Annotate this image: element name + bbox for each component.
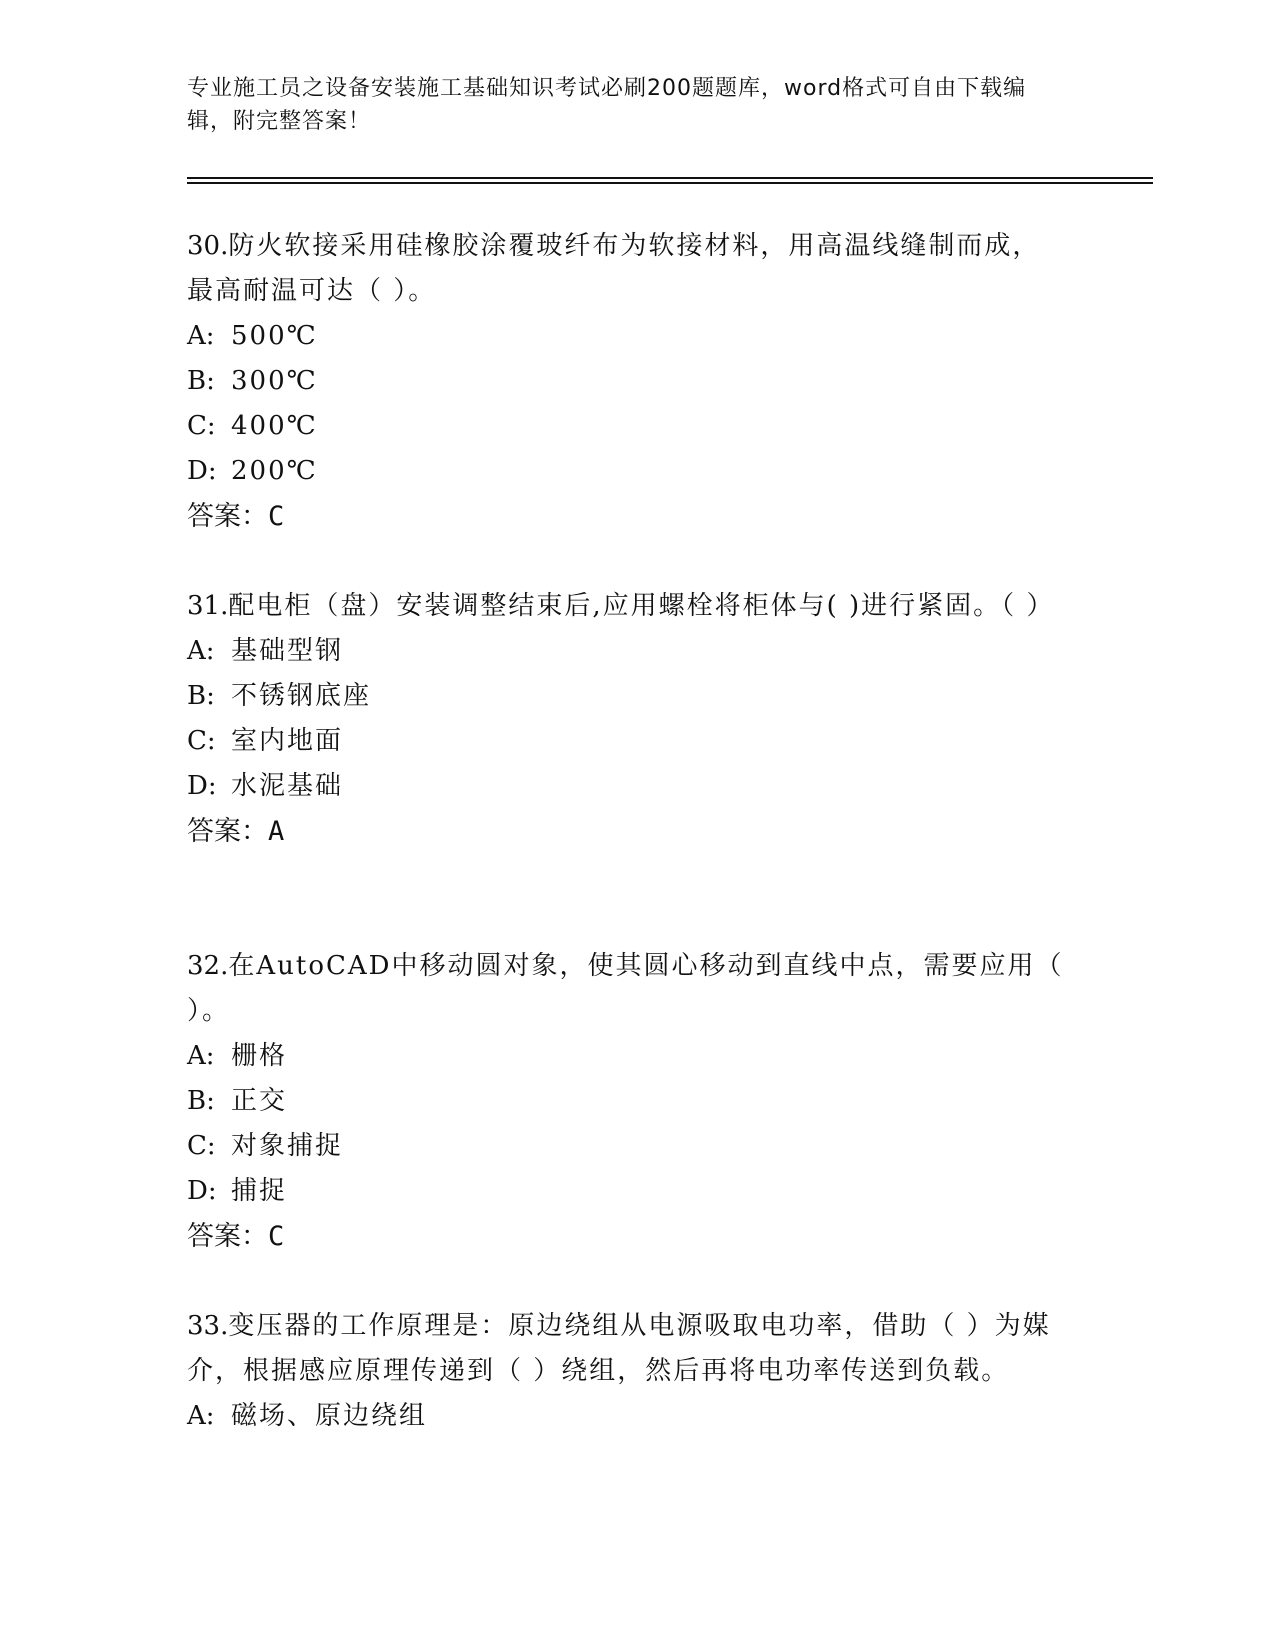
option-b xyxy=(187,674,1067,719)
document-header: 专业施工员之设备安装施工基础知识考试必刷200题题库，word格式可自由下载编辑，附完整答案！ xyxy=(187,76,1027,134)
question-stem xyxy=(187,944,1067,1034)
answer-value: C xyxy=(268,1221,285,1252)
option-a xyxy=(187,1394,1067,1439)
option-b xyxy=(187,359,1067,404)
option-text: 300℃ xyxy=(231,366,318,396)
option-text: 对象捕捉 xyxy=(231,1131,344,1161)
question-number: 32. xyxy=(187,951,229,981)
answer-line xyxy=(187,494,1067,540)
option-key: B: xyxy=(187,1086,215,1116)
option-a xyxy=(187,314,1067,359)
question-stem xyxy=(187,224,1067,314)
option-text: 200℃ xyxy=(231,456,318,486)
option-key: A: xyxy=(187,1401,215,1431)
question-stem xyxy=(187,584,1067,629)
option-key: C: xyxy=(187,411,216,441)
option-text: 水泥基础 xyxy=(231,771,344,801)
option-key: B: xyxy=(187,366,215,396)
option-c xyxy=(187,719,1067,764)
question-30 xyxy=(187,224,1067,540)
header-divider-double xyxy=(187,182,1153,184)
option-text: 500℃ xyxy=(231,321,318,351)
option-key: D: xyxy=(187,456,217,486)
question-text: 配电柜（盘）安装调整结束后,应用螺栓将柜体与( )进行紧固。（ ） xyxy=(228,591,1055,621)
option-c xyxy=(187,404,1067,449)
header-divider xyxy=(187,177,1153,179)
answer-label: 答案： xyxy=(187,501,268,532)
question-31 xyxy=(187,584,1067,855)
option-c xyxy=(187,1124,1067,1169)
option-key: C: xyxy=(187,1131,216,1161)
option-text: 室内地面 xyxy=(231,726,344,756)
option-a xyxy=(187,629,1067,674)
question-text: 防火软接采用硅橡胶涂覆玻纤布为软接材料，用高温线缝制而成，最高耐温可达（ ）。 xyxy=(187,231,1041,306)
option-d xyxy=(187,764,1067,809)
answer-line xyxy=(187,809,1067,855)
option-text: 不锈钢底座 xyxy=(231,681,372,711)
option-d xyxy=(187,1169,1067,1214)
option-a xyxy=(187,1034,1067,1079)
option-key: B: xyxy=(187,681,215,711)
option-key: D: xyxy=(187,1176,217,1206)
option-text: 正交 xyxy=(231,1086,288,1116)
question-text: 在AutoCAD中移动圆对象，使其圆心移动到直线中点，需要应用（ ）。 xyxy=(187,951,1064,1026)
option-text: 400℃ xyxy=(231,411,318,441)
option-key: A: xyxy=(187,1041,215,1071)
option-key: D: xyxy=(187,771,217,801)
option-key: A: xyxy=(187,321,215,351)
question-stem xyxy=(187,1304,1067,1394)
answer-value: C xyxy=(268,501,285,532)
option-text: 磁场、原边绕组 xyxy=(231,1401,428,1431)
option-b xyxy=(187,1079,1067,1124)
answer-line xyxy=(187,1214,1067,1260)
answer-label: 答案： xyxy=(187,1221,268,1252)
option-text: 捕捉 xyxy=(231,1176,288,1206)
answer-value: A xyxy=(268,816,285,847)
option-d xyxy=(187,449,1067,494)
option-key: A: xyxy=(187,636,215,666)
option-text: 基础型钢 xyxy=(231,636,344,666)
option-key: C: xyxy=(187,726,216,756)
question-number: 30. xyxy=(187,231,229,261)
question-number: 33. xyxy=(187,1311,229,1341)
question-32 xyxy=(187,944,1067,1260)
question-33 xyxy=(187,1304,1067,1439)
question-text: 变压器的工作原理是：原边绕组从电源吸取电功率，借助（ ）为媒介，根据感应原理传递到（ ）绕组，然后再将电功率传送到负载。 xyxy=(187,1311,1051,1386)
option-text: 栅格 xyxy=(231,1041,288,1071)
answer-label: 答案： xyxy=(187,816,268,847)
question-number: 31. xyxy=(187,591,229,621)
